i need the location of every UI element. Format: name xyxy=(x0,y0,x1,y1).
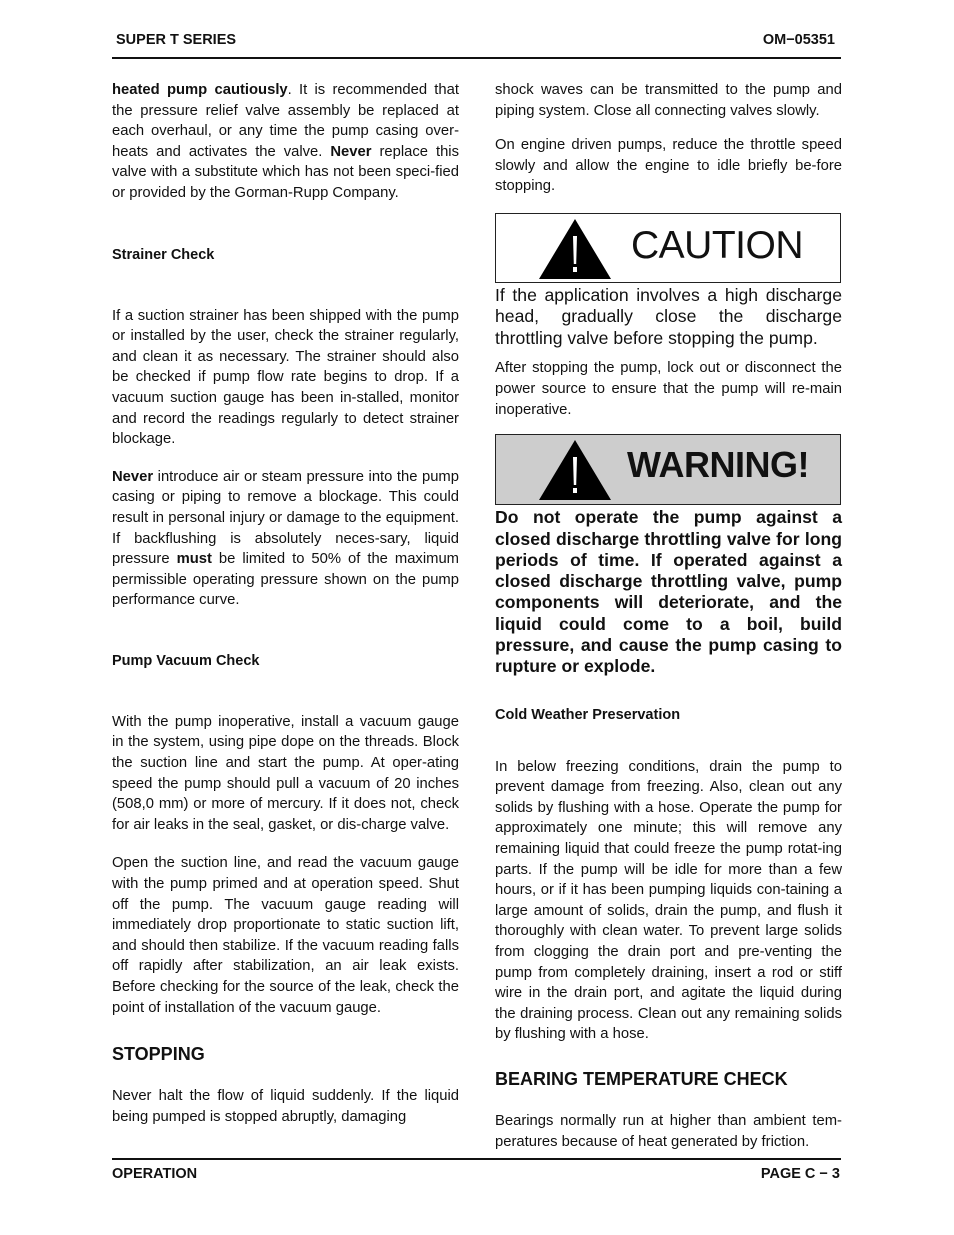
bearing-paragraph: Bearings normally run at higher than ambient tem-peratures because of heat generated by friction. xyxy=(495,1112,842,1150)
header-series: SUPER T SERIES xyxy=(116,32,237,48)
bold-never: Never xyxy=(112,468,154,485)
right-column xyxy=(495,80,842,1152)
text-segment: be limited to 50% of the maximum permissible operating pressure shown on the pump performance curve. xyxy=(112,551,460,609)
footer-page-number: PAGE C − 3 xyxy=(760,1166,840,1182)
cold-weather-paragraph: In below freezing conditions, drain the pump to prevent damage from freezing. Also, clean out any solids by flushing with a hose. Operate the pump for approximately one minute; this will remove any remaining liquid that could freeze the pump rotat-ing parts. If the pump will be idle for more than a few hours, or if it has been pumping liquids con-taining a large amount of solids, drain the pump, and flush it thoroughly with clean water. To prevent large solids from clogging the drain port and pre-venting the pump from completely draining, insert a rod or stiff wire in the drain port, and agitate the liquid during the draining process. Clean out any remaining solids by flushing with a hose. xyxy=(495,758,842,1043)
stopping-heading: STOPPING xyxy=(112,1044,205,1065)
text-segment: replace this valve with a substitute which has not been speci-fied or provided by the Gorman-Rupp Company. xyxy=(112,143,459,201)
relief-valve-paragraph xyxy=(112,80,459,204)
cold-weather-heading: Cold Weather Preservation xyxy=(495,706,681,723)
shock-waves-paragraph: shock waves can be transmitted to the pump and piping system. Close all connecting valves slowly. xyxy=(495,82,842,119)
bold-never: Never xyxy=(330,143,372,160)
text-segment: . It is recommended that the pressure relief valve assembly be replaced at each overhaul, or any time the pump casing over-heats and activates the valve. xyxy=(112,82,459,160)
warning-message: Do not operate the pump against a closed discharge throttling valve for long periods of time. If operated against a closed discharge throttling valve, pump components will deteriorate, and the liquid could come to a boil, build pressure, and cause the pump casing to rupture or explode. xyxy=(495,507,842,677)
engine-driven-paragraph: On engine driven pumps, reduce the throttle speed slowly and allow the engine to idle briefly be-fore stopping. xyxy=(495,137,842,195)
caution-word: CAUTION xyxy=(631,223,803,267)
text-segment: introduce air or steam pressure into the pump casing or piping to remove a blockage. This could result in personal injury or damage to the equipment. If backflushing is absolutely neces-sary, liquid pressure xyxy=(112,468,459,568)
hazard-triangle-icon xyxy=(538,439,612,501)
lockout-paragraph: After stopping the pump, lock out or disconnect the power source to ensure that the pump will re-main inoperative. xyxy=(495,360,842,418)
strainer-paragraph-2 xyxy=(112,467,459,611)
vacuum-paragraph-1: With the pump inoperative, install a vacuum gauge in the system, using pipe dope on the threads. Block the suction line and start the pump. At oper-ating speed the pump should pull a vacuum of 20 inches (508,0 mm) or more of mercury. If it does not, check for air leaks in the seal, gasket, or dis-charge valve. xyxy=(112,713,459,833)
warning-sign xyxy=(495,434,841,505)
header-rule xyxy=(112,57,841,59)
left-column xyxy=(112,80,459,1127)
hazard-triangle-icon xyxy=(538,218,612,280)
caution-message: If the application involves a high discharge head, gradually close the discharge throttling valve before stopping the pump. xyxy=(495,284,842,348)
header-doc-number: OM−05351 xyxy=(762,32,835,48)
footer-section: OPERATION xyxy=(112,1166,198,1182)
vacuum-paragraph-2: Open the suction line, and read the vacuum gauge with the pump primed and at operation speed. Shut off the pump. The vacuum gauge reading will immediately drop proportionate to static suction lift, and should then stabilize. If the vacuum reading falls off rapidly after stabilization, an air leak exists. Before checking for the source of the leak, check the point of installation of the vacuum gauge. xyxy=(112,855,459,1016)
caution-sign xyxy=(495,213,841,283)
strainer-paragraph-1: If a suction strainer has been shipped with the pump or installed by the user, check the strainer regularly, and clean it as necessary. The strainer should also be checked if pump flow rate begins to drop. If a vacuum suction gauge has been in-stalled, monitor and record the readings regularly to detect strainer blockage. xyxy=(112,307,459,448)
bearing-temperature-heading: BEARING TEMPERATURE CHECK xyxy=(495,1068,788,1089)
bold-must: must xyxy=(176,551,212,568)
stopping-paragraph: Never halt the flow of liquid suddenly. If the liquid being pumped is stopped abruptly, damaging xyxy=(112,1088,459,1125)
strainer-check-heading: Strainer Check xyxy=(112,246,215,263)
footer-rule xyxy=(112,1158,841,1160)
warning-word: WARNING! xyxy=(627,444,809,486)
pump-vacuum-check-heading: Pump Vacuum Check xyxy=(112,652,260,669)
bold-lead: heated pump cautiously xyxy=(112,82,288,98)
